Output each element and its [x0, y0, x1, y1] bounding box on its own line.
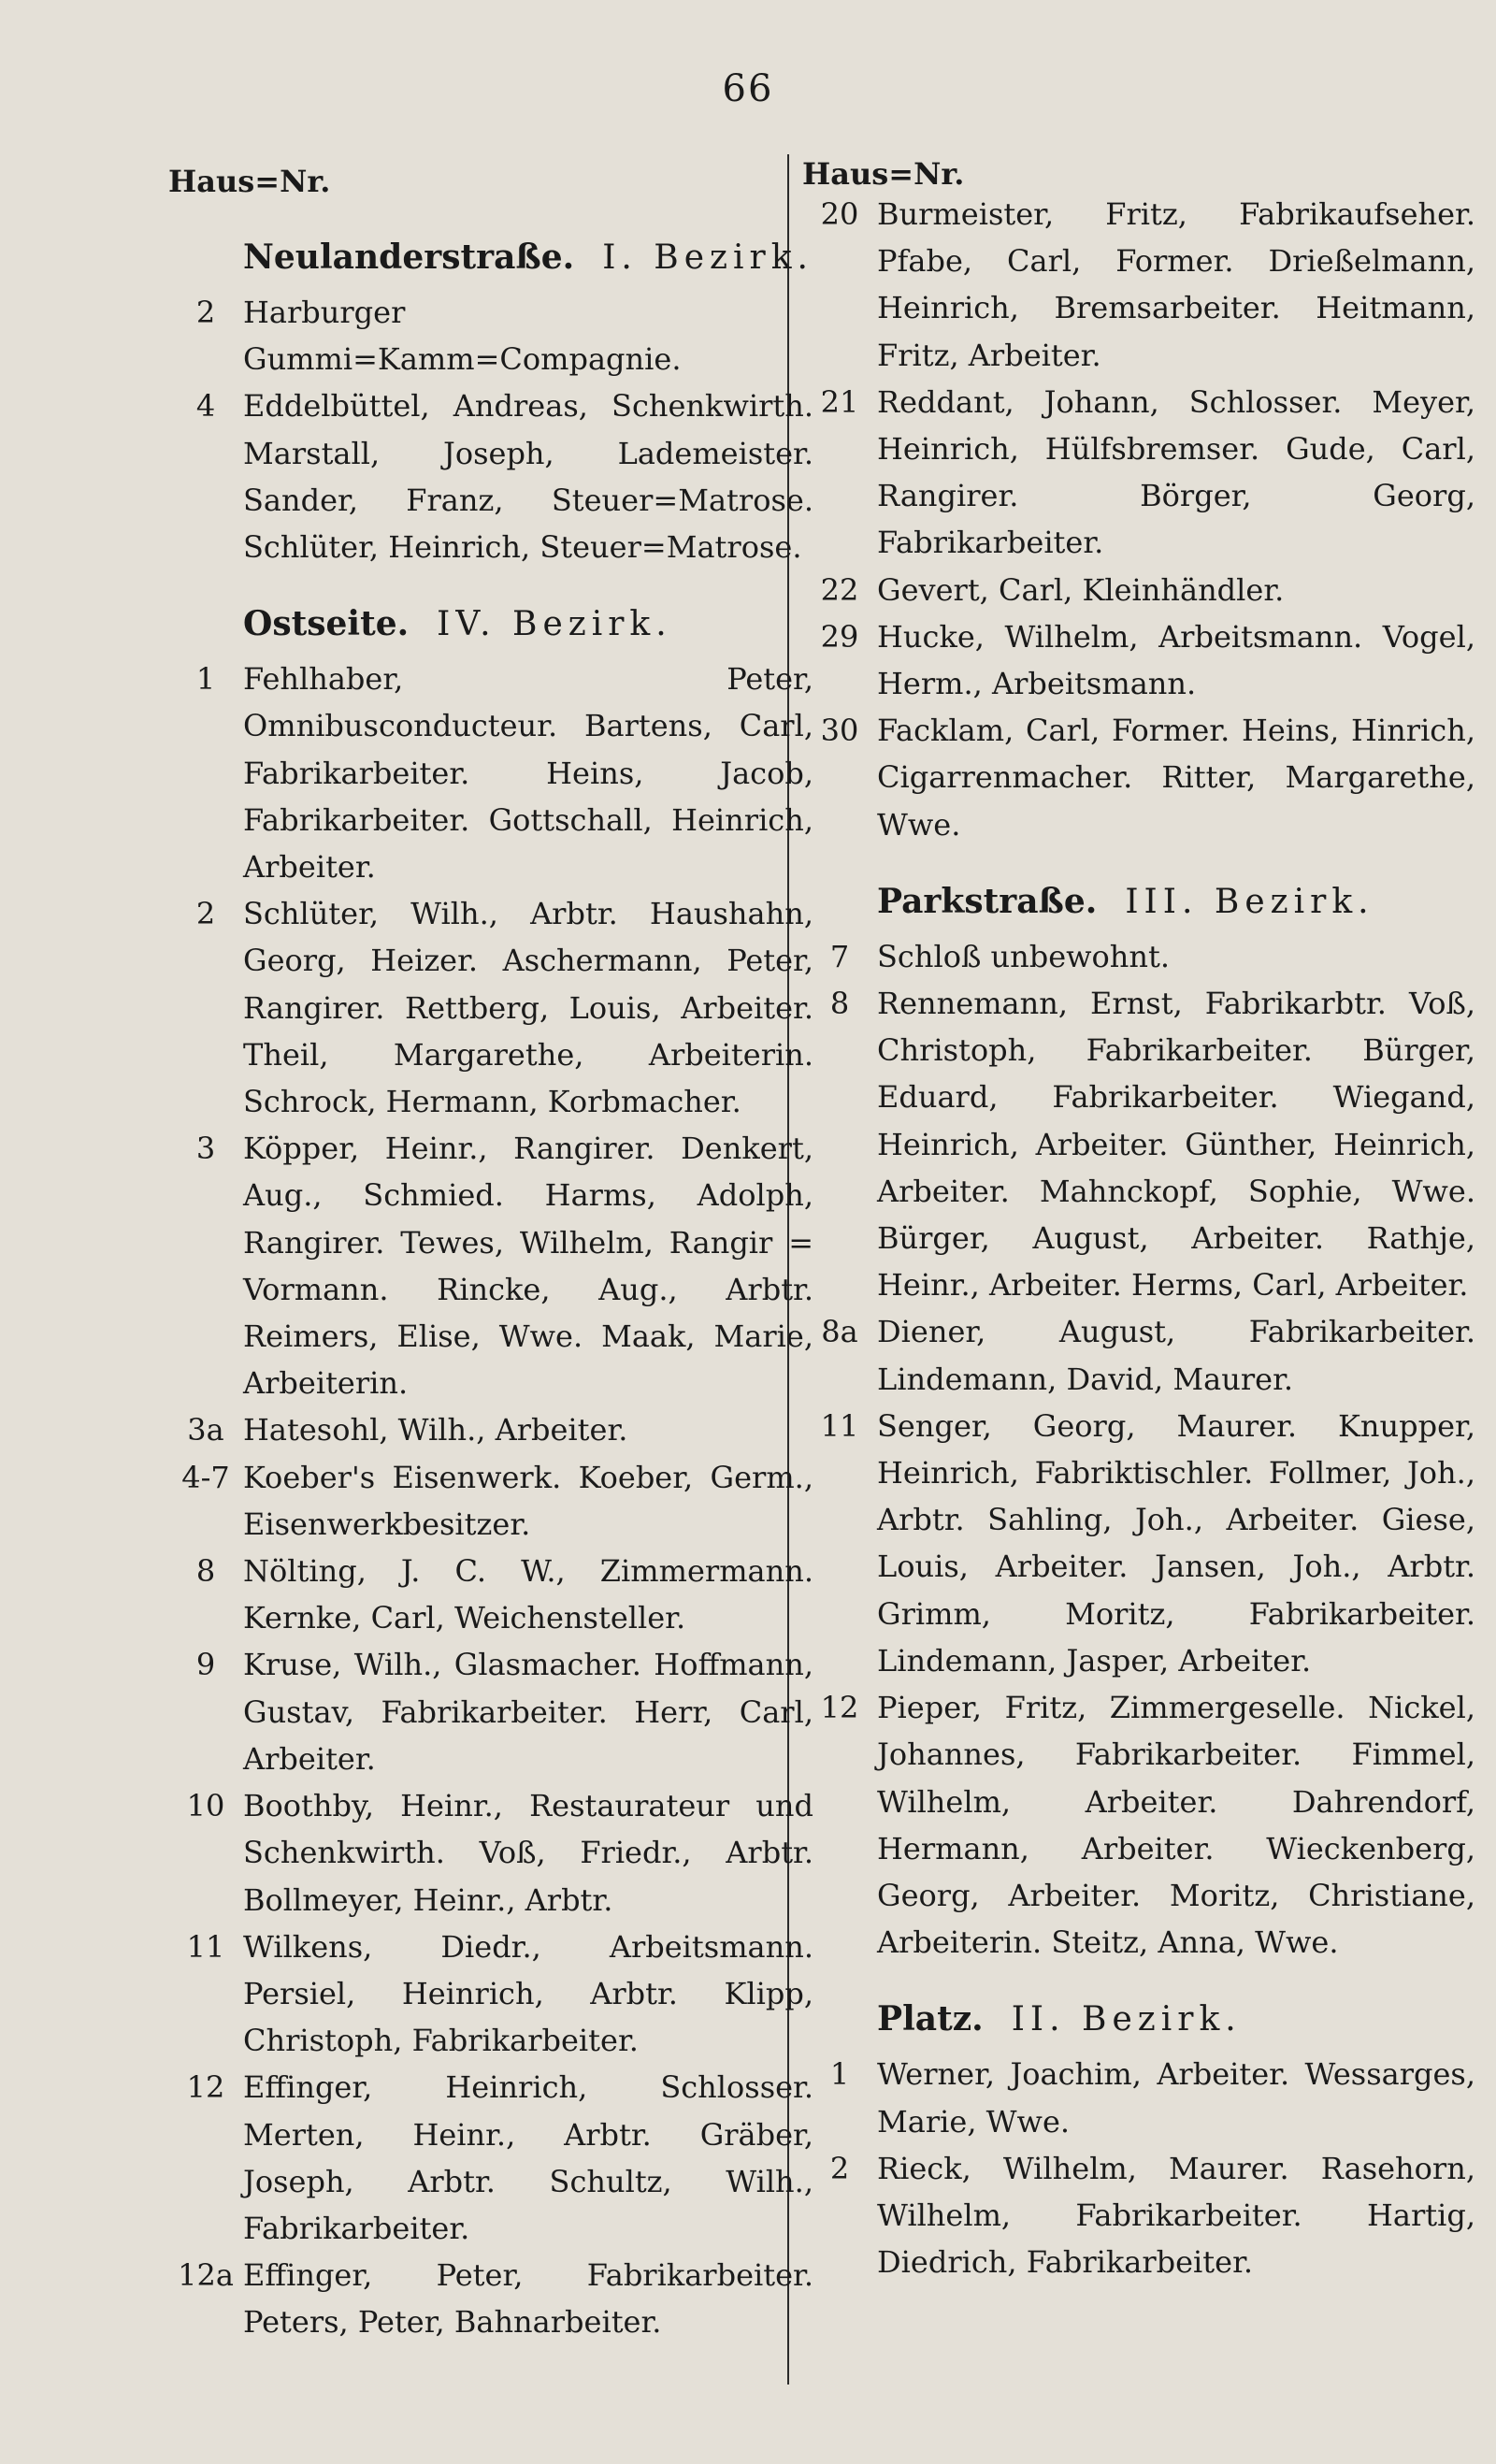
address-entry: [168, 382, 813, 570]
house-number: 4: [195, 388, 216, 425]
house-number: 3a: [187, 1412, 224, 1448]
residents-text: Hatesohl, Wilh., Arbeiter.: [243, 1412, 628, 1448]
left-column: [168, 159, 813, 2346]
street-section-header: [168, 232, 813, 283]
address-entry: [802, 2051, 1475, 2144]
house-number: 20: [820, 196, 859, 232]
residents-text: Reddant, Johann, Schlosser. Meyer, Heinrich, Hülfsbremser. Gude, Carl, Rangirer. Börger, Georg, Fabrikarbeiter.: [877, 383, 1475, 561]
address-entry: [802, 379, 1475, 567]
house-number: 2: [195, 896, 216, 932]
house-number-header: Haus=Nr.: [802, 156, 965, 192]
house-number: 8: [195, 1553, 216, 1590]
house-number-header: Haus=Nr.: [168, 164, 331, 199]
address-entry: [802, 707, 1475, 848]
address-entry: [168, 2252, 813, 2345]
residents-text: Pieper, Fritz, Zimmergeselle. Nickel, Johannes, Fabrikarbeiter. Fimmel, Wilhelm, Arbeiter. Dahrendorf, Hermann, Arbeiter. Wieckenberg, Georg, Arbeiter. Moritz, Christiane, Arbeiterin. Steitz, Anna, Wwe.: [877, 1690, 1475, 1961]
address-entry: [802, 1308, 1475, 1402]
address-entry: [802, 1403, 1475, 1684]
address-entry: [168, 1548, 813, 1641]
street-name: Neulanderstraße.: [243, 238, 575, 277]
residents-text: Koeber's Eisenwerk. Koeber, Germ., Eisenwerkbesitzer.: [243, 1459, 813, 1542]
house-number: 1: [829, 2056, 850, 2093]
residents-text: Schlüter, Wilh., Arbtr. Haushahn, Georg, Heizer. Aschermann, Peter, Rangirer. Rettberg, Louis, Arbeiter. Theil, Margarethe, Arbeiterin. Schrock, Hermann, Korbmacher.: [243, 896, 813, 1120]
address-entry: [802, 980, 1475, 1308]
address-entry: [168, 890, 813, 1125]
house-number: 12a: [178, 2257, 234, 2294]
address-entry: [168, 1641, 813, 1782]
district-label: I. Bezirk.: [602, 238, 814, 277]
house-number: 29: [820, 618, 859, 655]
residents-text: Gevert, Carl, Kleinhändler.: [877, 571, 1285, 608]
page-number: 66: [722, 67, 774, 110]
street-name: Ostseite.: [243, 604, 410, 644]
address-entry: [802, 933, 1475, 980]
residents-text: Hucke, Wilhelm, Arbeitsmann. Vogel, Herm., Arbeitsmann.: [877, 618, 1475, 702]
district-label: II. Bezirk.: [1011, 2000, 1242, 2039]
residents-text: Eddelbüttel, Andreas, Schenkwirth. Marstall, Joseph, Lademeister. Sander, Franz, Steuer=Matrose. Schlüter, Heinrich, Steuer=Matrose.: [243, 388, 813, 566]
residents-text: Köpper, Heinr., Rangirer. Denkert, Aug., Schmied. Harms, Adolph, Rangirer. Tewes, Wilhelm, Rangir = Vormann. Rincke, Aug., Arbtr. Reimers, Elise, Wwe. Maak, Marie, Arbeiterin.: [243, 1131, 813, 1402]
residents-text: Rennemann, Ernst, Fabrikarbtr. Voß, Christoph, Fabrikarbeiter. Bürger, Eduard, Fabrikarbeiter. Wiegand, Heinrich, Arbeiter. Günther, Heinrich, Arbeiter. Mahnckopf, Sophie, Wwe. Bürger, August, Arbeiter. Rathje, Heinr., Arbeiter. Herms, Carl, Arbeiter.: [877, 986, 1475, 1304]
address-entry: [802, 191, 1475, 379]
house-number: 7: [829, 938, 850, 974]
house-number: 9: [195, 1647, 216, 1683]
residents-text: Harburger Gummi=Kamm=Compagnie.: [243, 295, 682, 378]
address-entry: [168, 289, 813, 382]
address-entry: [802, 613, 1475, 707]
house-number: 11: [820, 1407, 859, 1444]
address-entry: [168, 1782, 813, 1924]
street-section-header: [802, 876, 1475, 928]
residents-text: Boothby, Heinr., Restaurateur und Schenkwirth. Voß, Friedr., Arbtr. Bollmeyer, Heinr., Arbtr.: [243, 1788, 813, 1918]
residents-text: Burmeister, Fritz, Fabrikaufseher. Pfabe, Carl, Former. Drießelmann, Heinrich, Bremsarbeiter. Heitmann, Fritz, Arbeiter.: [877, 196, 1475, 373]
house-number: 12: [186, 2069, 225, 2106]
right-column: [802, 157, 1475, 2285]
left-sections: [168, 232, 813, 2346]
residents-text: Facklam, Carl, Former. Heins, Hinrich, Cigarrenmacher. Ritter, Margarethe, Wwe.: [877, 713, 1475, 843]
house-number: 3: [195, 1131, 216, 1167]
house-number: 4-7: [181, 1459, 230, 1495]
house-number: 8: [829, 986, 850, 1022]
district-label: IV. Bezirk.: [437, 605, 672, 644]
address-entry: [168, 656, 813, 890]
residents-text: Effinger, Peter, Fabrikarbeiter. Peters, Peter, Bahnarbeiter.: [243, 2257, 813, 2341]
house-number: 2: [195, 295, 216, 330]
residents-text: Nölting, J. C. W., Zimmermann. Kernke, Carl, Weichensteller.: [243, 1553, 813, 1636]
house-number: 10: [186, 1788, 225, 1824]
house-number: 21: [820, 383, 859, 420]
right-lead-entries: [802, 191, 1475, 848]
house-number: 8a: [821, 1314, 858, 1350]
house-number: 1: [195, 661, 216, 698]
address-entry: [168, 1406, 813, 1453]
address-entry: [802, 2145, 1475, 2286]
address-entry: [168, 1125, 813, 1406]
residents-text: Diener, August, Fabrikarbeiter. Lindemann, David, Maurer.: [877, 1314, 1475, 1397]
address-entry: [802, 1684, 1475, 1966]
residents-text: Rieck, Wilhelm, Maurer. Rasehorn, Wilhelm, Fabrikarbeiter. Hartig, Diedrich, Fabrikarbeiter.: [877, 2150, 1475, 2281]
residents-text: Schloß unbewohnt.: [877, 938, 1171, 974]
residents-text: Werner, Joachim, Arbeiter. Wessarges, Marie, Wwe.: [877, 2056, 1475, 2140]
house-number: 22: [820, 571, 859, 608]
residents-text: Fehlhaber, Peter, Omnibusconducteur. Bartens, Carl, Fabrikarbeiter. Heins, Jacob, Fabrikarbeiter. Gottschall, Heinrich, Arbeiter.: [243, 661, 813, 886]
street-section-header: [168, 598, 813, 650]
residents-text: Effinger, Heinrich, Schlosser. Merten, Heinr., Arbtr. Gräber, Joseph, Arbtr. Schultz, Wilh., Fabrikarbeiter.: [243, 2069, 813, 2246]
residents-text: Kruse, Wilh., Glasmacher. Hoffmann, Gustav, Fabrikarbeiter. Herr, Carl, Arbeiter.: [243, 1647, 813, 1777]
right-sections: [802, 876, 1475, 2285]
street-section-header: [802, 1994, 1475, 2045]
district-label: III. Bezirk.: [1125, 882, 1374, 921]
address-entry: [168, 1454, 813, 1548]
house-number: 11: [186, 1928, 225, 1965]
address-entry: [168, 1924, 813, 2065]
residents-text: Senger, Georg, Maurer. Knupper, Heinrich, Fabriktischler. Follmer, Joh., Arbtr. Sahling, Joh., Arbeiter. Giese, Louis, Arbeiter. Jansen, Joh., Arbtr. Grimm, Moritz, Fabrikarbeiter. Lindemann, Jasper, Arbeiter.: [877, 1407, 1475, 1679]
house-number: 12: [820, 1690, 859, 1726]
street-name: Platz.: [877, 1999, 984, 2039]
street-name: Parkstraße.: [877, 881, 1098, 921]
house-number: 2: [829, 2150, 850, 2186]
address-entry: [168, 2064, 813, 2252]
residents-text: Wilkens, Diedr., Arbeitsmann. Persiel, Heinrich, Arbtr. Klipp, Christoph, Fabrikarbeiter.: [243, 1928, 813, 2059]
house-number: 30: [820, 713, 859, 749]
address-entry: [802, 567, 1475, 613]
